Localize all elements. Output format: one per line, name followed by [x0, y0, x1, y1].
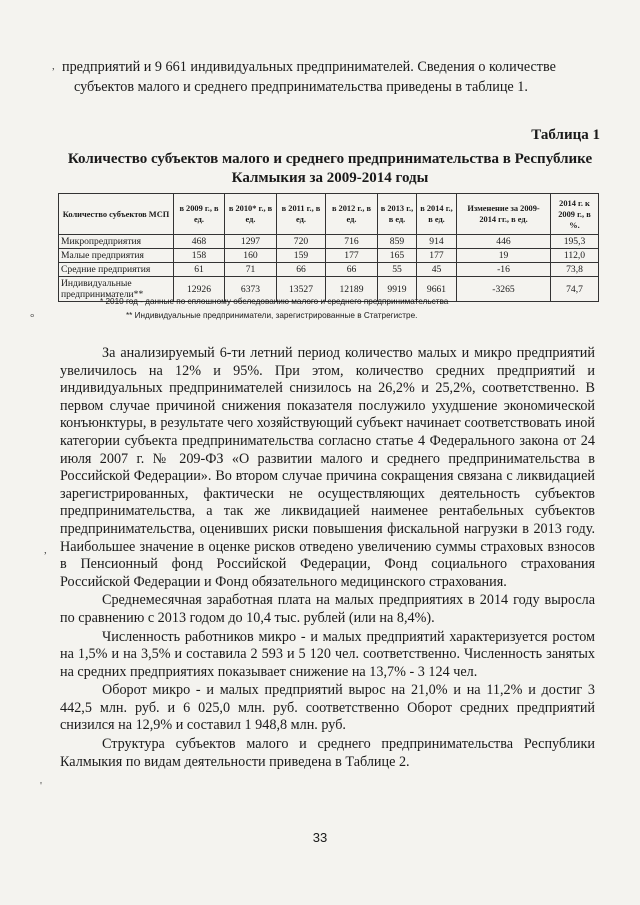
table-cell: 9919	[378, 277, 417, 302]
paragraph: Структура субъектов малого и среднего предпринимательства Республики Калмыкия по видам деятельности приведена в Таблице 2.	[60, 736, 595, 770]
column-header: в 2012 г., в ед.	[326, 194, 378, 235]
table-cell: 45	[417, 263, 457, 277]
column-header: в 2010* г., в ед.	[225, 194, 277, 235]
table-cell: 13527	[277, 277, 326, 302]
table-number: Таблица 1	[531, 127, 600, 143]
table-cell: 446	[457, 235, 551, 249]
body-text	[60, 345, 595, 772]
table-cell: -16	[457, 263, 551, 277]
table-cell: 66	[326, 263, 378, 277]
row-label: Индивидуальные предприниматели**	[59, 277, 174, 302]
intro-text: предприятий и 9 661 индивидуальных предпринимателей. Сведения о количестве субъектов малого и среднего предпринимательства приведены в таблице 1.	[62, 59, 556, 95]
footnote: ** Индивидуальные предприниматели, зарегистрированные в Статрегистре.	[126, 311, 418, 320]
row-label: Средние предприятия	[59, 263, 174, 277]
column-header: Количество субъектов МСП	[59, 194, 174, 235]
table-cell: 716	[326, 235, 378, 249]
table-cell: 9661	[417, 277, 457, 302]
intro-paragraph	[62, 57, 584, 97]
table-cell: 468	[174, 235, 225, 249]
table-cell: 160	[225, 249, 277, 263]
table-title: Количество субъектов малого и среднего предпринимательства в Республике Калмыкия за 2009-2014 годы	[67, 151, 593, 186]
column-header: в 2009 г., в ед.	[174, 194, 225, 235]
column-header: в 2013 г., в ед.	[378, 194, 417, 235]
table-cell: 720	[277, 235, 326, 249]
page-number: 33	[312, 830, 328, 845]
table-cell: 66	[277, 263, 326, 277]
table-cell: 61	[174, 263, 225, 277]
data-table	[58, 193, 599, 302]
table-cell: 71	[225, 263, 277, 277]
table-cell: 112,0	[551, 249, 599, 263]
table-cell: 12189	[326, 277, 378, 302]
table-cell: 914	[417, 235, 457, 249]
table-cell: 177	[417, 249, 457, 263]
table-cell: 1297	[225, 235, 277, 249]
scan-mark: ,	[52, 60, 55, 72]
table-cell: 159	[277, 249, 326, 263]
table-cell: 19	[457, 249, 551, 263]
paragraph: Среднемесячная заработная плата на малых предприятиях в 2014 году выросла по сравнению с 2013 годом до 10,4 тыс. рублей (или на 8,4%).	[60, 592, 595, 626]
data-table-container	[58, 193, 598, 302]
table-cell: 158	[174, 249, 225, 263]
table-cell: 12926	[174, 277, 225, 302]
table-cell: 55	[378, 263, 417, 277]
scan-mark: '	[40, 780, 42, 792]
column-header: в 2014 г., в ед.	[417, 194, 457, 235]
column-header: в 2011 г., в ед.	[277, 194, 326, 235]
scan-mark: ,	[44, 544, 47, 556]
table-cell: 6373	[225, 277, 277, 302]
table-cell: -3265	[457, 277, 551, 302]
column-header: 2014 г. к 2009 г., в %.	[551, 194, 599, 235]
table-cell: 73,8	[551, 263, 599, 277]
row-label: Микропредприятия	[59, 235, 174, 249]
scan-mark: °	[30, 312, 35, 324]
table-cell: 165	[378, 249, 417, 263]
column-header: Изменение за 2009-2014 гг., в ед.	[457, 194, 551, 235]
table-cell: 195,3	[551, 235, 599, 249]
table-footnotes	[100, 296, 448, 321]
paragraph: Численность работников микро - и малых предприятий характеризуется ростом на 1,5% и на 3,5% и составила 2 593 и 5 120 чел. соответственно. Численность занятых на средних предприятиях показывает снижение на 13,7% - 3 124 чел.	[60, 628, 595, 680]
table-row	[59, 249, 599, 263]
table-header-row	[59, 194, 599, 235]
table-cell: 74,7	[551, 277, 599, 302]
table-row	[59, 263, 599, 277]
row-label: Малые предприятия	[59, 249, 174, 263]
table-cell: 859	[378, 235, 417, 249]
paragraph: За анализируемый 6-ти летний период количество малых и микро предприятий увеличилось на 12% и 95%. При этом, количество средних предприятий и индивидуальных предпринимателей снизилось на 26,2% и 25,2%, соответственно. В первом случае причиной снижения показателя послужило ухудшение экономической конъюнктуры, в результате чего хозяйствующий субъект начинает соответствовать иной категории субъекта предпринимательства согласно статье 4 Федерального закона от 24 июля 2007 г. № 209-ФЗ «О развитии малого и среднего предпринимательства в Российской Федерации». Во втором случае причина сокращения связана с ликвидацией зарегистрированных, фактически не осуществляющих деятельность субъектов предпринимательства, а так же ликвидацией наименее рентабельных субъектов предпринимательства, оценивших риски повышения фискальной нагрузки в 2013 году. Наибольшее значение в оценке рисков отведено увеличению суммы страховых взносов в Пенсионный фонд Российской Федерации, Фонд социального страхования Российской Федерации и Фонд обязательного медицинского страхования.	[60, 345, 595, 590]
paragraph: Оборот микро - и малых предприятий вырос на 21,0% и на 11,2% и достиг 3 442,5 млн. руб. и 6 025,0 млн. руб. соответственно Оборот средних предприятий снизился на 12,9% и составил 1 948,8 млн. руб.	[60, 682, 595, 734]
table-row	[59, 235, 599, 249]
footnote: * 2010 год - данные по сплошному обследованию малого и среднего предпринимательства	[100, 297, 449, 306]
table-cell: 177	[326, 249, 378, 263]
